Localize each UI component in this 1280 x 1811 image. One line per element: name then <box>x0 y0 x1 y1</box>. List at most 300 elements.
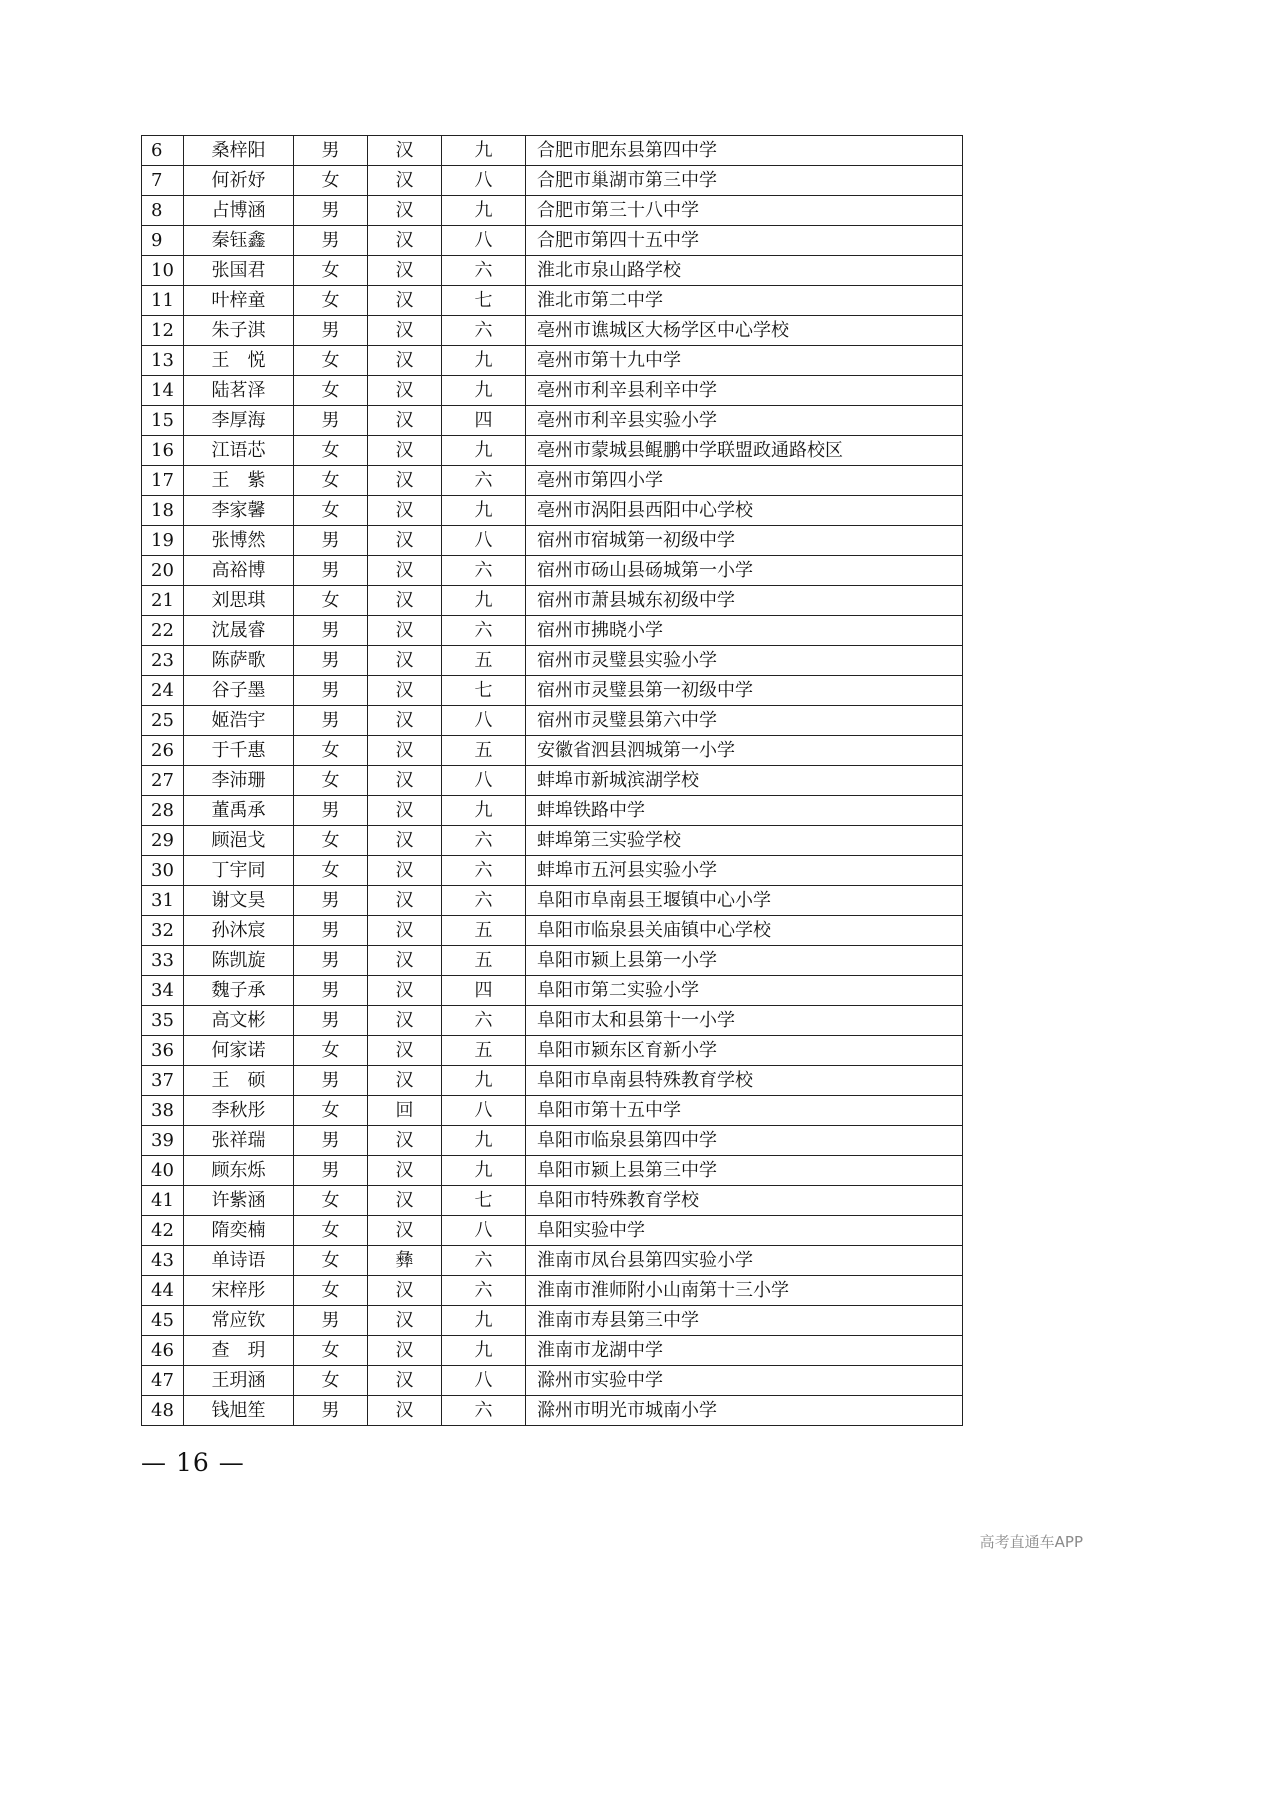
school-name-cell: 宿州市灵璧县实验小学 <box>526 646 963 676</box>
gender-cell: 女 <box>294 1336 368 1366</box>
student-name-cell: 隋奕楠 <box>184 1216 294 1246</box>
grade-cell: 八 <box>442 166 526 196</box>
grade-cell: 九 <box>442 196 526 226</box>
school-name-cell: 淮南市寿县第三中学 <box>526 1306 963 1336</box>
school-name-cell: 亳州市利辛县利辛中学 <box>526 376 963 406</box>
app-watermark: 高考直通车APP <box>979 1533 1083 1551</box>
school-name-cell: 阜阳市颍上县第三中学 <box>526 1156 963 1186</box>
ethnicity-cell: 汉 <box>368 496 442 526</box>
ethnicity-cell: 汉 <box>368 676 442 706</box>
ethnicity-cell: 汉 <box>368 316 442 346</box>
ethnicity-cell: 汉 <box>368 406 442 436</box>
school-name-cell: 宿州市宿城第一初级中学 <box>526 526 963 556</box>
student-name-cell: 姬浩宇 <box>184 706 294 736</box>
school-name-cell: 蚌埠铁路中学 <box>526 796 963 826</box>
table-row <box>142 1396 963 1426</box>
grade-cell: 六 <box>442 1006 526 1036</box>
row-number-cell: 13 <box>142 346 184 376</box>
student-name-cell: 钱旭笙 <box>184 1396 294 1426</box>
grade-cell: 七 <box>442 286 526 316</box>
row-number-cell: 40 <box>142 1156 184 1186</box>
student-name-cell: 王玥涵 <box>184 1366 294 1396</box>
table-row <box>142 736 963 766</box>
table-row <box>142 136 963 166</box>
school-name-cell: 阜阳市第二实验小学 <box>526 976 963 1006</box>
school-name-cell: 蚌埠市五河县实验小学 <box>526 856 963 886</box>
school-name-cell: 阜阳市阜南县王堰镇中心小学 <box>526 886 963 916</box>
grade-cell: 八 <box>442 226 526 256</box>
grade-cell: 九 <box>442 496 526 526</box>
grade-cell: 八 <box>442 1366 526 1396</box>
ethnicity-cell: 汉 <box>368 706 442 736</box>
row-number-cell: 28 <box>142 796 184 826</box>
table-row <box>142 496 963 526</box>
student-name-cell: 朱子淇 <box>184 316 294 346</box>
table-row <box>142 286 963 316</box>
row-number-cell: 35 <box>142 1006 184 1036</box>
student-name-cell: 查 玥 <box>184 1336 294 1366</box>
table-row <box>142 706 963 736</box>
grade-cell: 九 <box>442 1156 526 1186</box>
grade-cell: 六 <box>442 826 526 856</box>
row-number-cell: 16 <box>142 436 184 466</box>
gender-cell: 男 <box>294 646 368 676</box>
table-row <box>142 346 963 376</box>
ethnicity-cell: 回 <box>368 1096 442 1126</box>
grade-cell: 九 <box>442 436 526 466</box>
school-name-cell: 淮北市泉山路学校 <box>526 256 963 286</box>
student-name-cell: 张国君 <box>184 256 294 286</box>
gender-cell: 女 <box>294 466 368 496</box>
gender-cell: 男 <box>294 1156 368 1186</box>
gender-cell: 男 <box>294 946 368 976</box>
student-name-cell: 宋梓彤 <box>184 1276 294 1306</box>
row-number-cell: 15 <box>142 406 184 436</box>
row-number-cell: 38 <box>142 1096 184 1126</box>
gender-cell: 女 <box>294 1186 368 1216</box>
grade-cell: 八 <box>442 526 526 556</box>
row-number-cell: 43 <box>142 1246 184 1276</box>
gender-cell: 男 <box>294 316 368 346</box>
school-name-cell: 亳州市第四小学 <box>526 466 963 496</box>
gender-cell: 女 <box>294 1276 368 1306</box>
ethnicity-cell: 汉 <box>368 1066 442 1096</box>
school-name-cell: 亳州市谯城区大杨学区中心学校 <box>526 316 963 346</box>
grade-cell: 七 <box>442 676 526 706</box>
student-roster-table <box>141 135 963 1426</box>
school-name-cell: 阜阳市特殊教育学校 <box>526 1186 963 1216</box>
gender-cell: 男 <box>294 976 368 1006</box>
row-number-cell: 29 <box>142 826 184 856</box>
gender-cell: 男 <box>294 916 368 946</box>
student-name-cell: 秦钰鑫 <box>184 226 294 256</box>
school-name-cell: 阜阳市颍东区育新小学 <box>526 1036 963 1066</box>
table-row <box>142 796 963 826</box>
row-number-cell: 41 <box>142 1186 184 1216</box>
table-row <box>142 1336 963 1366</box>
gender-cell: 女 <box>294 1036 368 1066</box>
ethnicity-cell: 汉 <box>368 1276 442 1306</box>
table-row <box>142 586 963 616</box>
ethnicity-cell: 汉 <box>368 886 442 916</box>
table-row <box>142 826 963 856</box>
student-name-cell: 于千惠 <box>184 736 294 766</box>
student-name-cell: 孙沐宸 <box>184 916 294 946</box>
gender-cell: 女 <box>294 766 368 796</box>
student-name-cell: 李厚海 <box>184 406 294 436</box>
row-number-cell: 26 <box>142 736 184 766</box>
table-row <box>142 616 963 646</box>
school-name-cell: 滁州市实验中学 <box>526 1366 963 1396</box>
ethnicity-cell: 汉 <box>368 646 442 676</box>
ethnicity-cell: 汉 <box>368 616 442 646</box>
grade-cell: 六 <box>442 1396 526 1426</box>
gender-cell: 女 <box>294 256 368 286</box>
student-name-cell: 陈萨歌 <box>184 646 294 676</box>
student-name-cell: 何祈妤 <box>184 166 294 196</box>
ethnicity-cell: 汉 <box>368 766 442 796</box>
table-row <box>142 856 963 886</box>
table-row <box>142 1036 963 1066</box>
row-number-cell: 30 <box>142 856 184 886</box>
student-name-cell: 董禹承 <box>184 796 294 826</box>
school-name-cell: 亳州市蒙城县鲲鹏中学联盟政通路校区 <box>526 436 963 466</box>
student-name-cell: 许紫涵 <box>184 1186 294 1216</box>
gender-cell: 男 <box>294 1126 368 1156</box>
page-number: — 16 — <box>141 1448 245 1477</box>
student-name-cell: 王 硕 <box>184 1066 294 1096</box>
row-number-cell: 22 <box>142 616 184 646</box>
ethnicity-cell: 汉 <box>368 1306 442 1336</box>
ethnicity-cell: 汉 <box>368 1216 442 1246</box>
grade-cell: 六 <box>442 256 526 286</box>
table-row <box>142 556 963 586</box>
school-name-cell: 亳州市涡阳县西阳中心学校 <box>526 496 963 526</box>
student-name-cell: 江语芯 <box>184 436 294 466</box>
gender-cell: 男 <box>294 136 368 166</box>
ethnicity-cell: 汉 <box>368 1036 442 1066</box>
row-number-cell: 34 <box>142 976 184 1006</box>
school-name-cell: 宿州市灵璧县第六中学 <box>526 706 963 736</box>
grade-cell: 九 <box>442 1066 526 1096</box>
school-name-cell: 淮南市淮师附小山南第十三小学 <box>526 1276 963 1306</box>
ethnicity-cell: 汉 <box>368 1156 442 1186</box>
student-name-cell: 李秋彤 <box>184 1096 294 1126</box>
gender-cell: 女 <box>294 586 368 616</box>
table-row <box>142 196 963 226</box>
student-name-cell: 魏子承 <box>184 976 294 1006</box>
school-name-cell: 蚌埠市新城滨湖学校 <box>526 766 963 796</box>
ethnicity-cell: 汉 <box>368 916 442 946</box>
ethnicity-cell: 汉 <box>368 136 442 166</box>
row-number-cell: 7 <box>142 166 184 196</box>
student-name-cell: 陈凯旋 <box>184 946 294 976</box>
student-name-cell: 王 紫 <box>184 466 294 496</box>
student-name-cell: 单诗语 <box>184 1246 294 1276</box>
student-name-cell: 陆茗泽 <box>184 376 294 406</box>
row-number-cell: 9 <box>142 226 184 256</box>
school-name-cell: 阜阳市第十五中学 <box>526 1096 963 1126</box>
table-row <box>142 1066 963 1096</box>
gender-cell: 男 <box>294 796 368 826</box>
student-name-cell: 沈晟睿 <box>184 616 294 646</box>
grade-cell: 八 <box>442 766 526 796</box>
school-name-cell: 淮南市凤台县第四实验小学 <box>526 1246 963 1276</box>
gender-cell: 男 <box>294 676 368 706</box>
grade-cell: 五 <box>442 646 526 676</box>
row-number-cell: 23 <box>142 646 184 676</box>
row-number-cell: 44 <box>142 1276 184 1306</box>
student-name-cell: 高裕博 <box>184 556 294 586</box>
grade-cell: 九 <box>442 796 526 826</box>
gender-cell: 男 <box>294 1306 368 1336</box>
student-name-cell: 谷子墨 <box>184 676 294 706</box>
ethnicity-cell: 汉 <box>368 196 442 226</box>
gender-cell: 女 <box>294 1216 368 1246</box>
school-name-cell: 亳州市利辛县实验小学 <box>526 406 963 436</box>
gender-cell: 女 <box>294 496 368 526</box>
school-name-cell: 宿州市砀山县砀城第一小学 <box>526 556 963 586</box>
grade-cell: 九 <box>442 1336 526 1366</box>
row-number-cell: 10 <box>142 256 184 286</box>
row-number-cell: 36 <box>142 1036 184 1066</box>
gender-cell: 男 <box>294 1066 368 1096</box>
student-name-cell: 顾东烁 <box>184 1156 294 1186</box>
grade-cell: 四 <box>442 976 526 1006</box>
ethnicity-cell: 汉 <box>368 826 442 856</box>
gender-cell: 男 <box>294 616 368 646</box>
student-name-cell: 叶梓童 <box>184 286 294 316</box>
gender-cell: 女 <box>294 1096 368 1126</box>
grade-cell: 九 <box>442 586 526 616</box>
gender-cell: 女 <box>294 1246 368 1276</box>
grade-cell: 八 <box>442 1216 526 1246</box>
school-name-cell: 安徽省泗县泗城第一小学 <box>526 736 963 766</box>
student-name-cell: 高文彬 <box>184 1006 294 1036</box>
grade-cell: 九 <box>442 1306 526 1336</box>
ethnicity-cell: 汉 <box>368 1186 442 1216</box>
ethnicity-cell: 汉 <box>368 1336 442 1366</box>
grade-cell: 九 <box>442 376 526 406</box>
ethnicity-cell: 彝 <box>368 1246 442 1276</box>
table-row <box>142 1246 963 1276</box>
table-row <box>142 916 963 946</box>
ethnicity-cell: 汉 <box>368 436 442 466</box>
ethnicity-cell: 汉 <box>368 1126 442 1156</box>
grade-cell: 四 <box>442 406 526 436</box>
table-row <box>142 226 963 256</box>
table-row <box>142 1276 963 1306</box>
row-number-cell: 33 <box>142 946 184 976</box>
row-number-cell: 47 <box>142 1366 184 1396</box>
gender-cell: 女 <box>294 166 368 196</box>
gender-cell: 女 <box>294 736 368 766</box>
school-name-cell: 滁州市明光市城南小学 <box>526 1396 963 1426</box>
table-row <box>142 1186 963 1216</box>
ethnicity-cell: 汉 <box>368 1396 442 1426</box>
grade-cell: 六 <box>442 886 526 916</box>
grade-cell: 九 <box>442 136 526 166</box>
table-row <box>142 766 963 796</box>
school-name-cell: 淮南市龙湖中学 <box>526 1336 963 1366</box>
gender-cell: 男 <box>294 526 368 556</box>
gender-cell: 女 <box>294 1366 368 1396</box>
row-number-cell: 31 <box>142 886 184 916</box>
school-name-cell: 蚌埠第三实验学校 <box>526 826 963 856</box>
grade-cell: 五 <box>442 1036 526 1066</box>
student-name-cell: 常应钦 <box>184 1306 294 1336</box>
row-number-cell: 14 <box>142 376 184 406</box>
grade-cell: 六 <box>442 466 526 496</box>
table-row <box>142 376 963 406</box>
table-row <box>142 1126 963 1156</box>
student-name-cell: 张博然 <box>184 526 294 556</box>
gender-cell: 女 <box>294 376 368 406</box>
row-number-cell: 39 <box>142 1126 184 1156</box>
school-name-cell: 宿州市拂晓小学 <box>526 616 963 646</box>
table-row <box>142 166 963 196</box>
table-row <box>142 1366 963 1396</box>
row-number-cell: 45 <box>142 1306 184 1336</box>
ethnicity-cell: 汉 <box>368 346 442 376</box>
roster-body <box>142 136 963 1426</box>
ethnicity-cell: 汉 <box>368 1006 442 1036</box>
ethnicity-cell: 汉 <box>368 226 442 256</box>
row-number-cell: 20 <box>142 556 184 586</box>
row-number-cell: 21 <box>142 586 184 616</box>
student-name-cell: 何家诺 <box>184 1036 294 1066</box>
gender-cell: 男 <box>294 1006 368 1036</box>
table-row <box>142 466 963 496</box>
table-row <box>142 1156 963 1186</box>
school-name-cell: 阜阳实验中学 <box>526 1216 963 1246</box>
student-name-cell: 刘思琪 <box>184 586 294 616</box>
ethnicity-cell: 汉 <box>368 466 442 496</box>
row-number-cell: 18 <box>142 496 184 526</box>
grade-cell: 八 <box>442 706 526 736</box>
grade-cell: 六 <box>442 556 526 586</box>
row-number-cell: 11 <box>142 286 184 316</box>
grade-cell: 九 <box>442 1126 526 1156</box>
grade-cell: 五 <box>442 946 526 976</box>
ethnicity-cell: 汉 <box>368 736 442 766</box>
school-name-cell: 亳州市第十九中学 <box>526 346 963 376</box>
student-name-cell: 张祥瑞 <box>184 1126 294 1156</box>
student-name-cell: 李沛珊 <box>184 766 294 796</box>
school-name-cell: 阜阳市临泉县关庙镇中心学校 <box>526 916 963 946</box>
grade-cell: 六 <box>442 316 526 346</box>
row-number-cell: 19 <box>142 526 184 556</box>
table-row <box>142 886 963 916</box>
school-name-cell: 宿州市萧县城东初级中学 <box>526 586 963 616</box>
gender-cell: 女 <box>294 286 368 316</box>
row-number-cell: 32 <box>142 916 184 946</box>
school-name-cell: 淮北市第二中学 <box>526 286 963 316</box>
table-row <box>142 1306 963 1336</box>
table-row <box>142 316 963 346</box>
gender-cell: 女 <box>294 436 368 466</box>
school-name-cell: 合肥市第三十八中学 <box>526 196 963 226</box>
grade-cell: 六 <box>442 856 526 886</box>
table-row <box>142 976 963 1006</box>
ethnicity-cell: 汉 <box>368 856 442 886</box>
student-name-cell: 顾浥戈 <box>184 826 294 856</box>
row-number-cell: 12 <box>142 316 184 346</box>
row-number-cell: 6 <box>142 136 184 166</box>
gender-cell: 男 <box>294 706 368 736</box>
row-number-cell: 25 <box>142 706 184 736</box>
school-name-cell: 合肥市肥东县第四中学 <box>526 136 963 166</box>
ethnicity-cell: 汉 <box>368 1366 442 1396</box>
grade-cell: 六 <box>442 1276 526 1306</box>
ethnicity-cell: 汉 <box>368 376 442 406</box>
gender-cell: 男 <box>294 1396 368 1426</box>
table-row <box>142 436 963 466</box>
table-row <box>142 646 963 676</box>
ethnicity-cell: 汉 <box>368 976 442 1006</box>
grade-cell: 六 <box>442 1246 526 1276</box>
gender-cell: 男 <box>294 886 368 916</box>
ethnicity-cell: 汉 <box>368 946 442 976</box>
ethnicity-cell: 汉 <box>368 286 442 316</box>
gender-cell: 男 <box>294 196 368 226</box>
row-number-cell: 24 <box>142 676 184 706</box>
student-name-cell: 丁宇同 <box>184 856 294 886</box>
ethnicity-cell: 汉 <box>368 526 442 556</box>
row-number-cell: 27 <box>142 766 184 796</box>
row-number-cell: 46 <box>142 1336 184 1366</box>
gender-cell: 女 <box>294 346 368 376</box>
student-name-cell: 谢文昊 <box>184 886 294 916</box>
school-name-cell: 阜阳市太和县第十一小学 <box>526 1006 963 1036</box>
table-row <box>142 1006 963 1036</box>
table-row <box>142 256 963 286</box>
table-row <box>142 1096 963 1126</box>
school-name-cell: 合肥市第四十五中学 <box>526 226 963 256</box>
ethnicity-cell: 汉 <box>368 586 442 616</box>
gender-cell: 男 <box>294 406 368 436</box>
gender-cell: 男 <box>294 226 368 256</box>
ethnicity-cell: 汉 <box>368 796 442 826</box>
student-name-cell: 李家馨 <box>184 496 294 526</box>
row-number-cell: 17 <box>142 466 184 496</box>
row-number-cell: 42 <box>142 1216 184 1246</box>
grade-cell: 九 <box>442 346 526 376</box>
student-name-cell: 占博涵 <box>184 196 294 226</box>
school-name-cell: 合肥市巢湖市第三中学 <box>526 166 963 196</box>
gender-cell: 女 <box>294 826 368 856</box>
table-row <box>142 1216 963 1246</box>
ethnicity-cell: 汉 <box>368 166 442 196</box>
table-row <box>142 676 963 706</box>
school-name-cell: 阜阳市阜南县特殊教育学校 <box>526 1066 963 1096</box>
grade-cell: 七 <box>442 1186 526 1216</box>
grade-cell: 八 <box>442 1096 526 1126</box>
student-name-cell: 王 悦 <box>184 346 294 376</box>
gender-cell: 男 <box>294 556 368 586</box>
table-row <box>142 946 963 976</box>
row-number-cell: 48 <box>142 1396 184 1426</box>
school-name-cell: 宿州市灵璧县第一初级中学 <box>526 676 963 706</box>
ethnicity-cell: 汉 <box>368 256 442 286</box>
grade-cell: 五 <box>442 736 526 766</box>
ethnicity-cell: 汉 <box>368 556 442 586</box>
table-row <box>142 406 963 436</box>
grade-cell: 六 <box>442 616 526 646</box>
row-number-cell: 8 <box>142 196 184 226</box>
row-number-cell: 37 <box>142 1066 184 1096</box>
table-row <box>142 526 963 556</box>
